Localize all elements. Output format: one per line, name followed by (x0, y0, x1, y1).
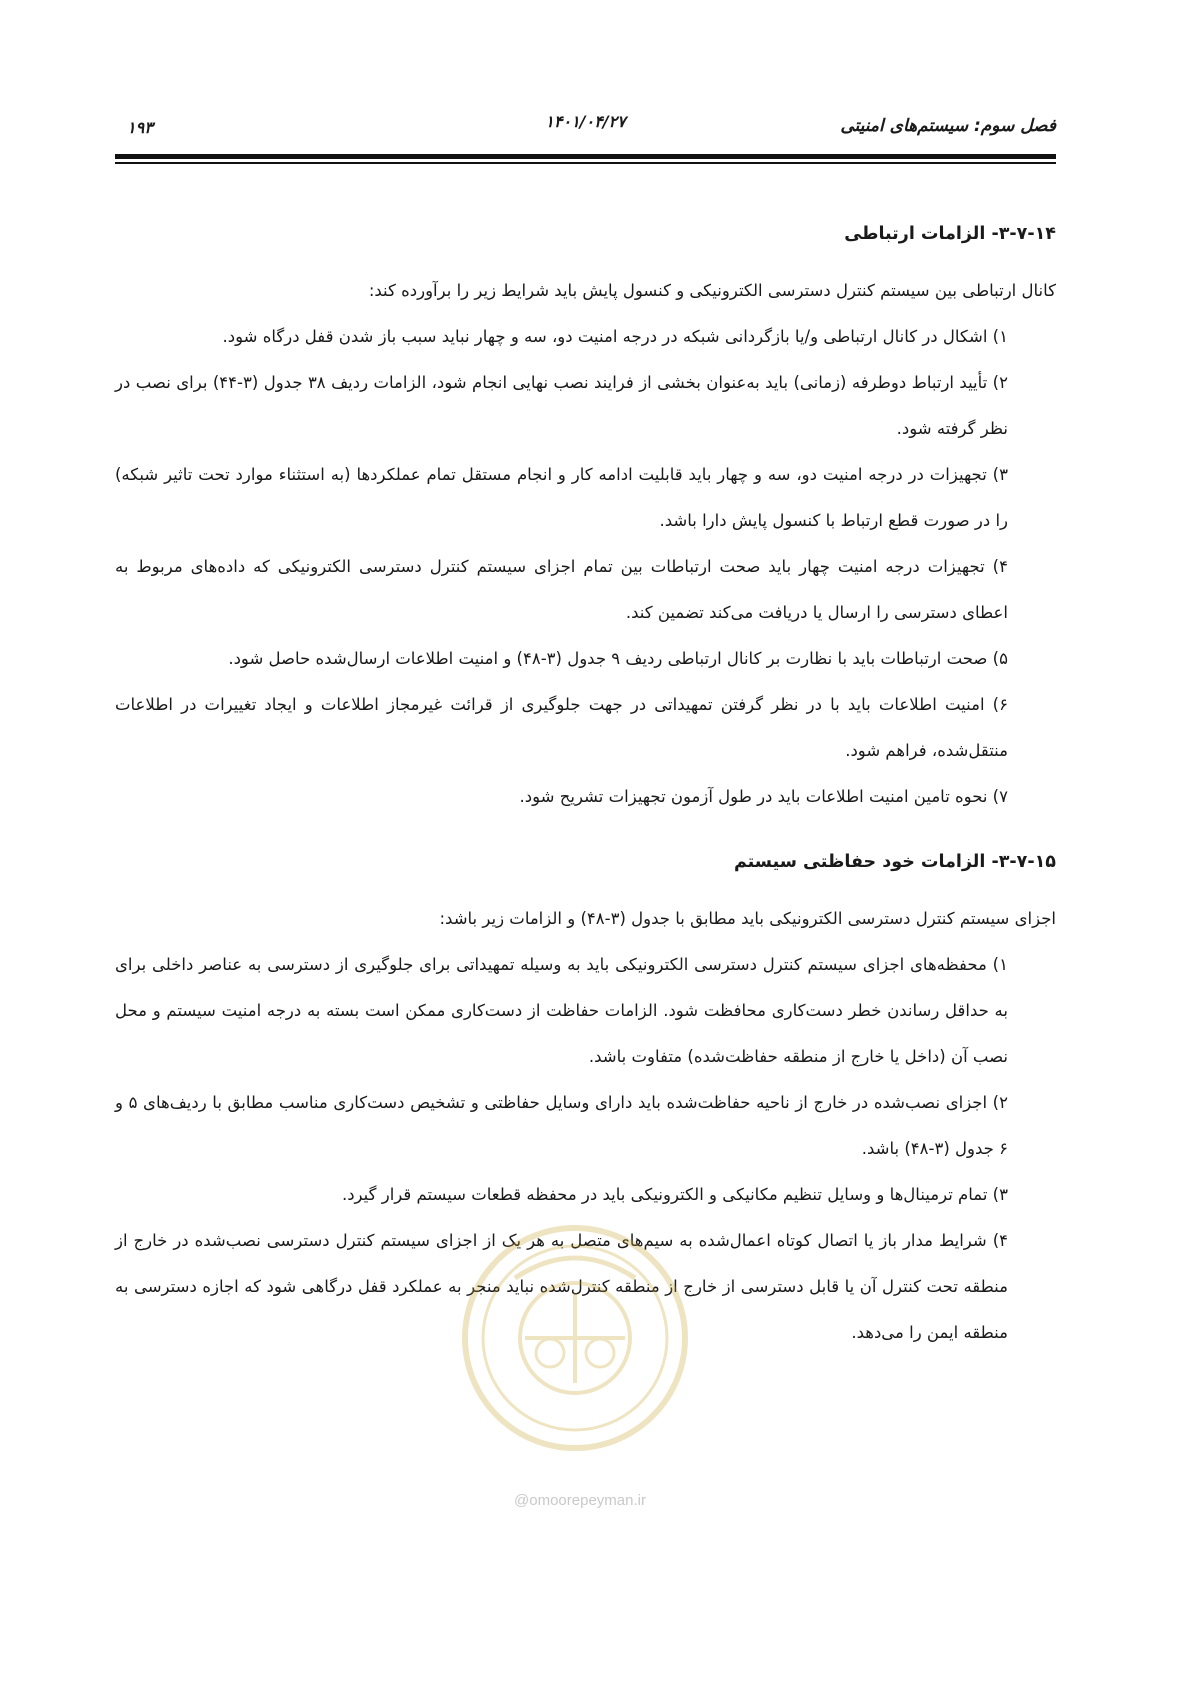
list-item: ۶) امنیت اطلاعات باید با در نظر گرفتن تمهیداتی در جهت جلوگیری از قرائت غیرمجاز اطلاعات و ایجاد تغییرات در اطلاعات منتقل‌شده، فراهم شود. (115, 695, 1008, 760)
list-item: ۴) شرایط مدار باز یا اتصال کوتاه اعمال‌شده به سیم‌های متصل به هر یک از اجزای سیستم کنترل دسترسی نصب‌شده در خارج از منطقه تحت کنترل آن یا قابل دسترسی از خارج از منطقه کنترل‌شده نباید منجر به عملکرد قفل درگاهی شود که اجازه دسترسی به منطقه ایمن را می‌دهد. (115, 1231, 1008, 1342)
list-item: ۷) نحوه تامین امنیت اطلاعات باید در طول آزمون تجهیزات تشریح شود. (519, 787, 1008, 806)
list-item: ۳) تمام ترمینال‌ها و وسایل تنظیم مکانیکی و الکترونیکی باید در محفظه قطعات سیستم قرار گیرد. (341, 1185, 1008, 1204)
list-item: ۲) اجزای نصب‌شده در خارج از ناحیه حفاظت‌شده باید دارای وسایل حفاظتی و تشخیص دست‌کاری مناسب مطابق با ردیف‌های ۵ و ۶ جدول (۳-۴۸) باشد. (115, 1093, 1008, 1158)
list-item: ۴) تجهیزات درجه امنیت چهار باید صحت ارتباطات بین تمام اجزای سیستم کنترل دسترسی الکترونیکی که داده‌های مربوط به اعطای دسترسی را ارسال یا دریافت می‌کند تضمین کند. (115, 557, 1008, 622)
chapter-title: فصل سوم: سیستم‌های امنیتی (840, 116, 1056, 136)
page-number: ۱۹۳ (127, 118, 153, 137)
list-item: ۳) تجهیزات در درجه امنیت دو، سه و چهار باید قابلیت ادامه کار و انجام مستقل تمام عملکردها (به استثناء موارد تحت تاثیر شبکه) را در صورت قطع ارتباط با کنسول پایش دارا باشد. (115, 465, 1008, 530)
section-heading: ۳-۷-۱۴- الزامات ارتباطی (844, 224, 1056, 244)
header-rule-thick (115, 154, 1056, 159)
watermark-url: @omoorepeyman.ir (514, 1492, 646, 1509)
list-item: ۲) تأیید ارتباط دوطرفه (زمانی) باید به‌عنوان بخشی از فرایند نصب نهایی انجام شود، الزامات ردیف ۳۸ جدول (۳-۴۴) برای نصب در نظر گرفته شود. (115, 373, 1008, 438)
header-date: ۱۴۰۱/۰۴/۲۷ (545, 112, 626, 131)
page-header (115, 112, 1056, 144)
list-item: ۵) صحت ارتباطات باید با نظارت بر کانال ارتباطی ردیف ۹ جدول (۳-۴۸) و امنیت اطلاعات ارسال‌شده حاصل شود. (228, 649, 1008, 668)
section-intro: اجزای سیستم کنترل دسترسی الکترونیکی باید مطابق با جدول (۳-۴۸) و الزامات زیر باشد: (439, 909, 1056, 928)
section-self-protection-requirements (115, 846, 1056, 1356)
section-heading: ۳-۷-۱۵- الزامات خود حفاظتی سیستم (733, 852, 1056, 872)
section-communication-requirements (115, 218, 1056, 820)
list-item: ۱) اشکال در کانال ارتباطی و/یا بازگردانی شبکه در درجه امنیت دو، سه و چهار نباید سبب باز شدن قفل درگاه شود. (222, 327, 1008, 346)
header-rule-thin (115, 162, 1056, 164)
list-item: ۱) محفظه‌های اجزای سیستم کنترل دسترسی الکترونیکی باید به وسیله تمهیداتی برای جلوگیری از دسترسی به عناصر داخلی برای به حداقل رساندن خطر دست‌کاری محافظت شود. الزامات حفاظت از دست‌کاری ممکن است بسته به درجه امنیت سیستم و محل نصب آن (داخل یا خارج از منطقه حفاظت‌شده) متفاوت باشد. (115, 955, 1008, 1066)
section-intro: کانال ارتباطی بین سیستم کنترل دسترسی الکترونیکی و کنسول پایش باید شرایط زیر را برآورده کند: (368, 281, 1056, 300)
document-body (115, 218, 1056, 1356)
